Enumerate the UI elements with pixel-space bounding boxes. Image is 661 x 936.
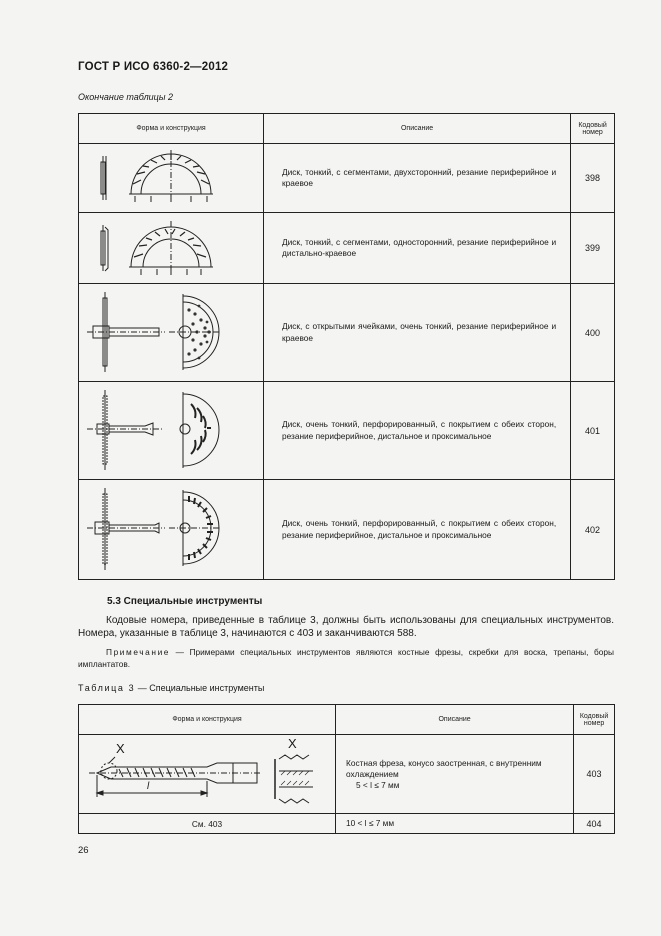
row-description: Диск, тонкий, с сегментами, односторонний, резание периферийное и дистально-краевое — [264, 213, 571, 284]
row-description: Диск, очень тонкий, перфорированный, с покрытием с обеих сторон, резание периферийное, дистальное и проксимальное — [264, 480, 571, 580]
table-header-row — [79, 705, 615, 735]
code-header-line1: Кодовый — [579, 712, 609, 720]
row-code: 401 — [571, 382, 615, 480]
note-label: Примечание — [106, 647, 171, 657]
row-description — [336, 735, 574, 814]
drawing-perforated-disc-curved — [79, 382, 264, 480]
table-row — [79, 144, 615, 213]
table-3-caption-text: — Специальные инструменты — [135, 683, 265, 693]
column-header-form: Форма и конструкция — [79, 705, 336, 735]
column-header-description: Описание — [336, 705, 574, 735]
table-3-caption-label: Таблица 3 — [78, 683, 136, 693]
table-3 — [78, 704, 615, 834]
drawing-bone-cutter — [79, 735, 336, 814]
code-header-line1: Кодовый — [578, 121, 607, 129]
column-header-form: Форма и конструкция — [79, 114, 264, 144]
table-row — [79, 284, 615, 382]
note-text: — Примерами специальных инструментов являются костные фрезы, скребки для воска, трепаны, боры имплантатов. — [78, 647, 614, 669]
row-code: 404 — [574, 814, 615, 834]
page-number: 26 — [78, 845, 89, 856]
drawing-segmented-disc-double — [79, 144, 264, 213]
table-row — [79, 480, 615, 580]
table-continuation-caption: Окончание таблицы 2 — [78, 92, 173, 102]
length-label: l — [147, 781, 150, 792]
row-description-range: 5 < l ≤ 7 мм — [356, 779, 400, 790]
table-3-caption — [78, 683, 264, 693]
table-2 — [78, 113, 615, 580]
code-header-line2: номер — [582, 128, 603, 136]
table-header-row — [79, 114, 615, 144]
row-description: Диск, тонкий, с сегментами, двухсторонний, резание периферийное и краевое — [264, 144, 571, 213]
row-description: 10 < l ≤ 7 мм — [336, 814, 574, 834]
table-row — [79, 382, 615, 480]
code-header-line2: номер — [583, 719, 605, 727]
drawing-perforated-disc-radial — [79, 480, 264, 580]
detail-label-x-right: X — [288, 736, 297, 751]
drawing-segmented-disc-single — [79, 213, 264, 284]
section-paragraph: Кодовые номера, приведенные в таблице 3, должны быть использованы для специальных инструментов. Номера, указанные в таблице 3, начинаются с 403 и заканчиваются 588. — [78, 615, 614, 639]
row-code: 402 — [571, 480, 615, 580]
row-form-reference: См. 403 — [79, 814, 336, 834]
table-row — [79, 735, 615, 814]
row-code: 399 — [571, 213, 615, 284]
section-title: 5.3 Специальные инструменты — [107, 596, 263, 607]
table-row — [79, 213, 615, 284]
row-description: Диск, с открытыми ячейками, очень тонкий, резание периферийное и краевое — [264, 284, 571, 382]
detail-label-x-left: X — [116, 741, 125, 756]
drawing-open-cell-disc — [79, 284, 264, 382]
table-row — [79, 814, 615, 834]
row-code: 403 — [574, 735, 615, 814]
row-description-text: Костная фреза, конусо заостренная, с внутренним охлаждением — [346, 757, 542, 779]
row-code: 398 — [571, 144, 615, 213]
column-header-code — [574, 705, 615, 735]
note — [78, 646, 614, 670]
row-code: 400 — [571, 284, 615, 382]
column-header-description: Описание — [264, 114, 571, 144]
document-code: ГОСТ Р ИСО 6360-2—2012 — [78, 61, 229, 73]
column-header-code — [571, 114, 615, 144]
row-description: Диск, очень тонкий, перфорированный, с покрытием с обеих сторон, резание периферийное, дистальное и проксимальное — [264, 382, 571, 480]
